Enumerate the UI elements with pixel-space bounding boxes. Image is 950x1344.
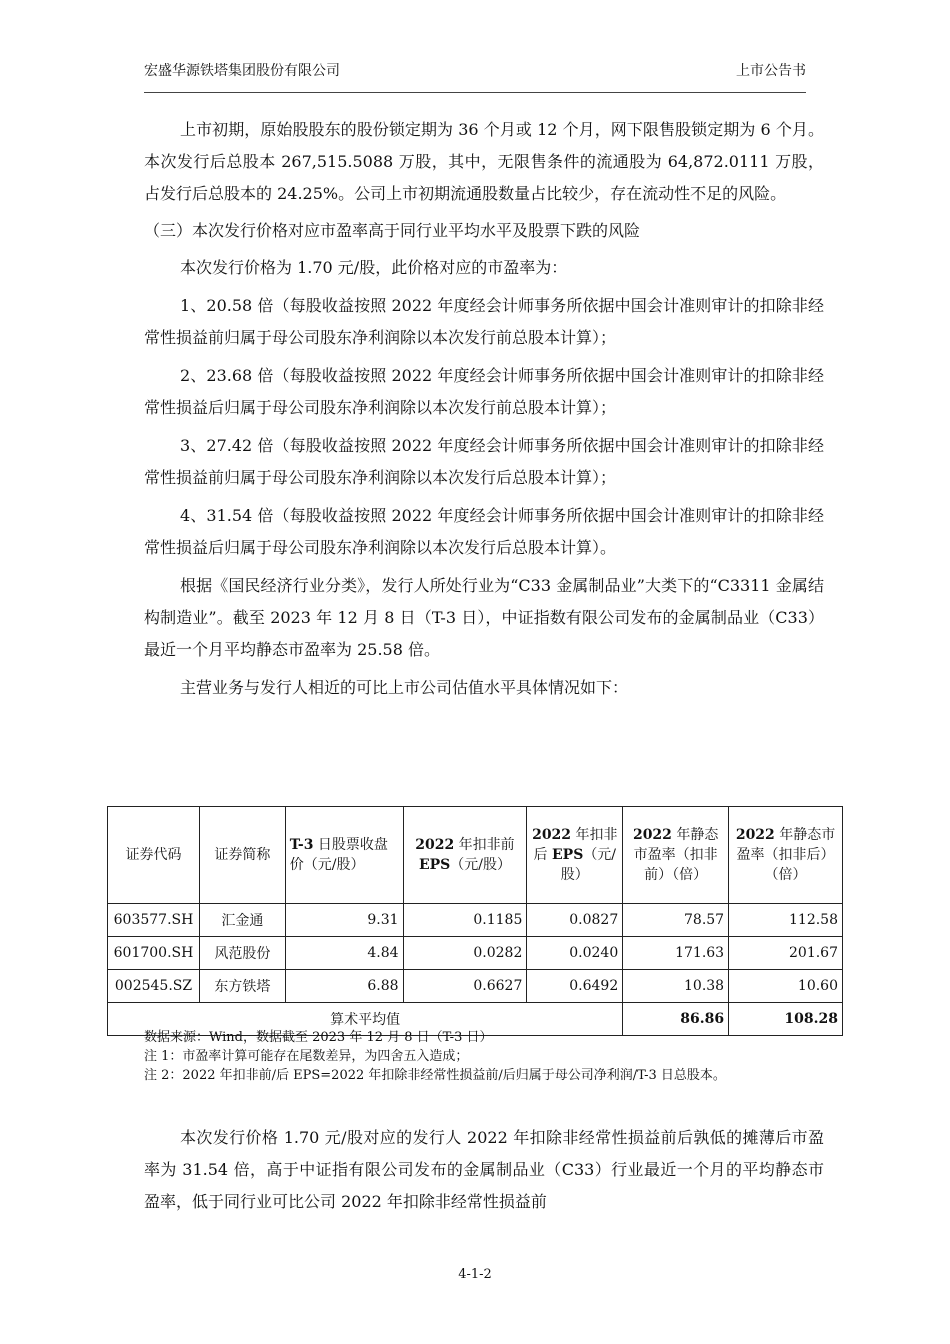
cell-name: 汇金通 (199, 904, 285, 937)
header-eps-post (527, 807, 623, 904)
cell-pe-post: 112.58 (729, 904, 843, 937)
closing-content (144, 1122, 824, 1224)
list-item: 3、27.42 倍（每股收益按照 2022 年度经会计师事务所依据中国会计准则审计的扣除非经常性损益前归属于母公司股东净利润除以本次发行后总股本计算）； (144, 436, 824, 487)
main-content (144, 114, 824, 700)
header-name: 证券简称 (199, 807, 285, 904)
table-row (108, 937, 843, 970)
cell-name: 东方铁塔 (199, 970, 285, 1003)
header-eps-pre (403, 807, 527, 904)
cell-price: 9.31 (285, 904, 403, 937)
table-header-row (108, 807, 843, 904)
cell-eps-pre: 0.6627 (403, 970, 527, 1003)
header-eps-pre-mid: 年扣非前 (454, 837, 515, 853)
list-item: 4、31.54 倍（每股收益按照 2022 年度经会计师事务所依据中国会计准则审计的扣除非经常性损益后归属于母公司股东净利润除以本次发行后总股本计算）。 (144, 506, 824, 557)
list-item: 1、20.58 倍（每股收益按照 2022 年度经会计师事务所依据中国会计准则审计的扣除非经常性损益前归属于母公司股东净利润除以本次发行前总股本计算）； (144, 296, 824, 347)
list-item: 2、23.68 倍（每股收益按照 2022 年度经会计师事务所依据中国会计准则审计的扣除非经常性损益后归属于母公司股东净利润除以本次发行前总股本计算）； (144, 366, 824, 417)
header-pe-post-rest: 年静态市盈率（扣非后）（倍） (736, 827, 836, 883)
cell-average-label: 算术平均值 (108, 1003, 623, 1036)
cell-eps-post: 0.0240 (527, 937, 623, 970)
header-company: 宏盛华源铁塔集团股份有限公司 (144, 63, 340, 79)
table-notes (144, 1028, 824, 1085)
paragraph-price: 本次发行价格为 1.70 元/股，此价格对应的市盈率为： (180, 258, 568, 277)
cell-eps-post: 0.6492 (527, 970, 623, 1003)
cell-pe-post: 201.67 (729, 937, 843, 970)
note-2: 注 2：2022 年扣非前/后 EPS=2022 年扣除非经常性损益前/后归属于母公司净利润/T-3 日总股本。 (144, 1068, 726, 1083)
header-pe-pre-rest: 年静态市盈率（扣非前）（倍） (633, 827, 719, 883)
cell-average-pe-pre: 86.86 (623, 1003, 729, 1036)
header-pe-post-bold: 2022 (735, 827, 775, 843)
header-eps-pre-rest: （元/股） (450, 857, 511, 873)
cell-price: 6.88 (285, 970, 403, 1003)
cell-pe-pre: 171.63 (623, 937, 729, 970)
header-eps-post-mid: 年扣非后 (533, 827, 618, 863)
cell-pe-post: 10.60 (729, 970, 843, 1003)
paragraph-industry: 根据《国民经济行业分类》，发行人所处行业为“C33 金属制品业”大类下的“C3311 金属结构制造业”。截至 2023 年 12 月 8 日（T-3 日），中证指数有限公司发布的金属制品业（C33）最近一个月平均静态市盈率为 25.58 倍。 (144, 576, 824, 659)
header-eps-pre-bold: 2022 (415, 837, 455, 853)
note-source: 数据来源：Wind，数据截至 2023 年 12 月 8 日（T-3 日） (144, 1030, 493, 1045)
table-row (108, 970, 843, 1003)
header-eps-pre-bold2: EPS (418, 857, 451, 873)
cell-code: 601700.SH (108, 937, 200, 970)
header-pe-pre (623, 807, 729, 904)
cell-eps-pre: 0.1185 (403, 904, 527, 937)
header-eps-post-bold2: EPS (552, 847, 584, 863)
cell-name: 风范股份 (199, 937, 285, 970)
paragraph-conclusion: 本次发行价格 1.70 元/股对应的发行人 2022 年扣除非经常性损益前后孰低的摊薄后市盈率为 31.54 倍，高于中证指有限公司发布的金属制品业（C33）行业最近一个月的平均静态市盈率，低于同行业可比公司 2022 年扣除非经常性损益前 (144, 1128, 824, 1211)
page-number: 4-1-2 (458, 1267, 492, 1282)
header-price (285, 807, 403, 904)
cell-price: 4.84 (285, 937, 403, 970)
header-eps-post-rest: （元/股） (560, 847, 617, 883)
table-intro: 主营业务与发行人相近的可比上市公司估值水平具体情况如下： (180, 678, 629, 697)
header-pe-post (729, 807, 843, 904)
cell-pe-pre: 78.57 (623, 904, 729, 937)
cell-code: 002545.SZ (108, 970, 200, 1003)
page-header (144, 60, 806, 93)
header-pe-pre-bold: 2022 (632, 827, 672, 843)
cell-code: 603577.SH (108, 904, 200, 937)
header-eps-post-bold: 2022 (532, 827, 572, 843)
note-1: 注 1：市盈率计算可能存在尾数差异，为四舍五入造成； (144, 1049, 469, 1064)
paragraph-liquidity: 上市初期，原始股股东的股份锁定期为 36 个月或 12 个月，网下限售股锁定期为 6 个月。本次发行后总股本 267,515.5088 万股，其中，无限售条件的流通股为 64,872.0111 万股，占发行后总股本的 24.25%。公司上市初期流通股数量占比较少，存在流动性不足的风险。 (144, 120, 824, 203)
header-doc-type: 上市公告书 (736, 63, 806, 79)
cell-average-pe-post: 108.28 (729, 1003, 843, 1036)
cell-eps-post: 0.0827 (527, 904, 623, 937)
header-price-bold: T-3 (289, 837, 314, 853)
table-row (108, 904, 843, 937)
section-heading-3: （三）本次发行价格对应市盈率高于同行业平均水平及股票下跌的风险 (144, 221, 641, 240)
cell-eps-pre: 0.0282 (403, 937, 527, 970)
cell-pe-pre: 10.38 (623, 970, 729, 1003)
comparable-companies-table (107, 806, 843, 1036)
header-price-rest: 日股票收盘价（元/股） (289, 837, 388, 873)
header-code: 证券代码 (108, 807, 200, 904)
